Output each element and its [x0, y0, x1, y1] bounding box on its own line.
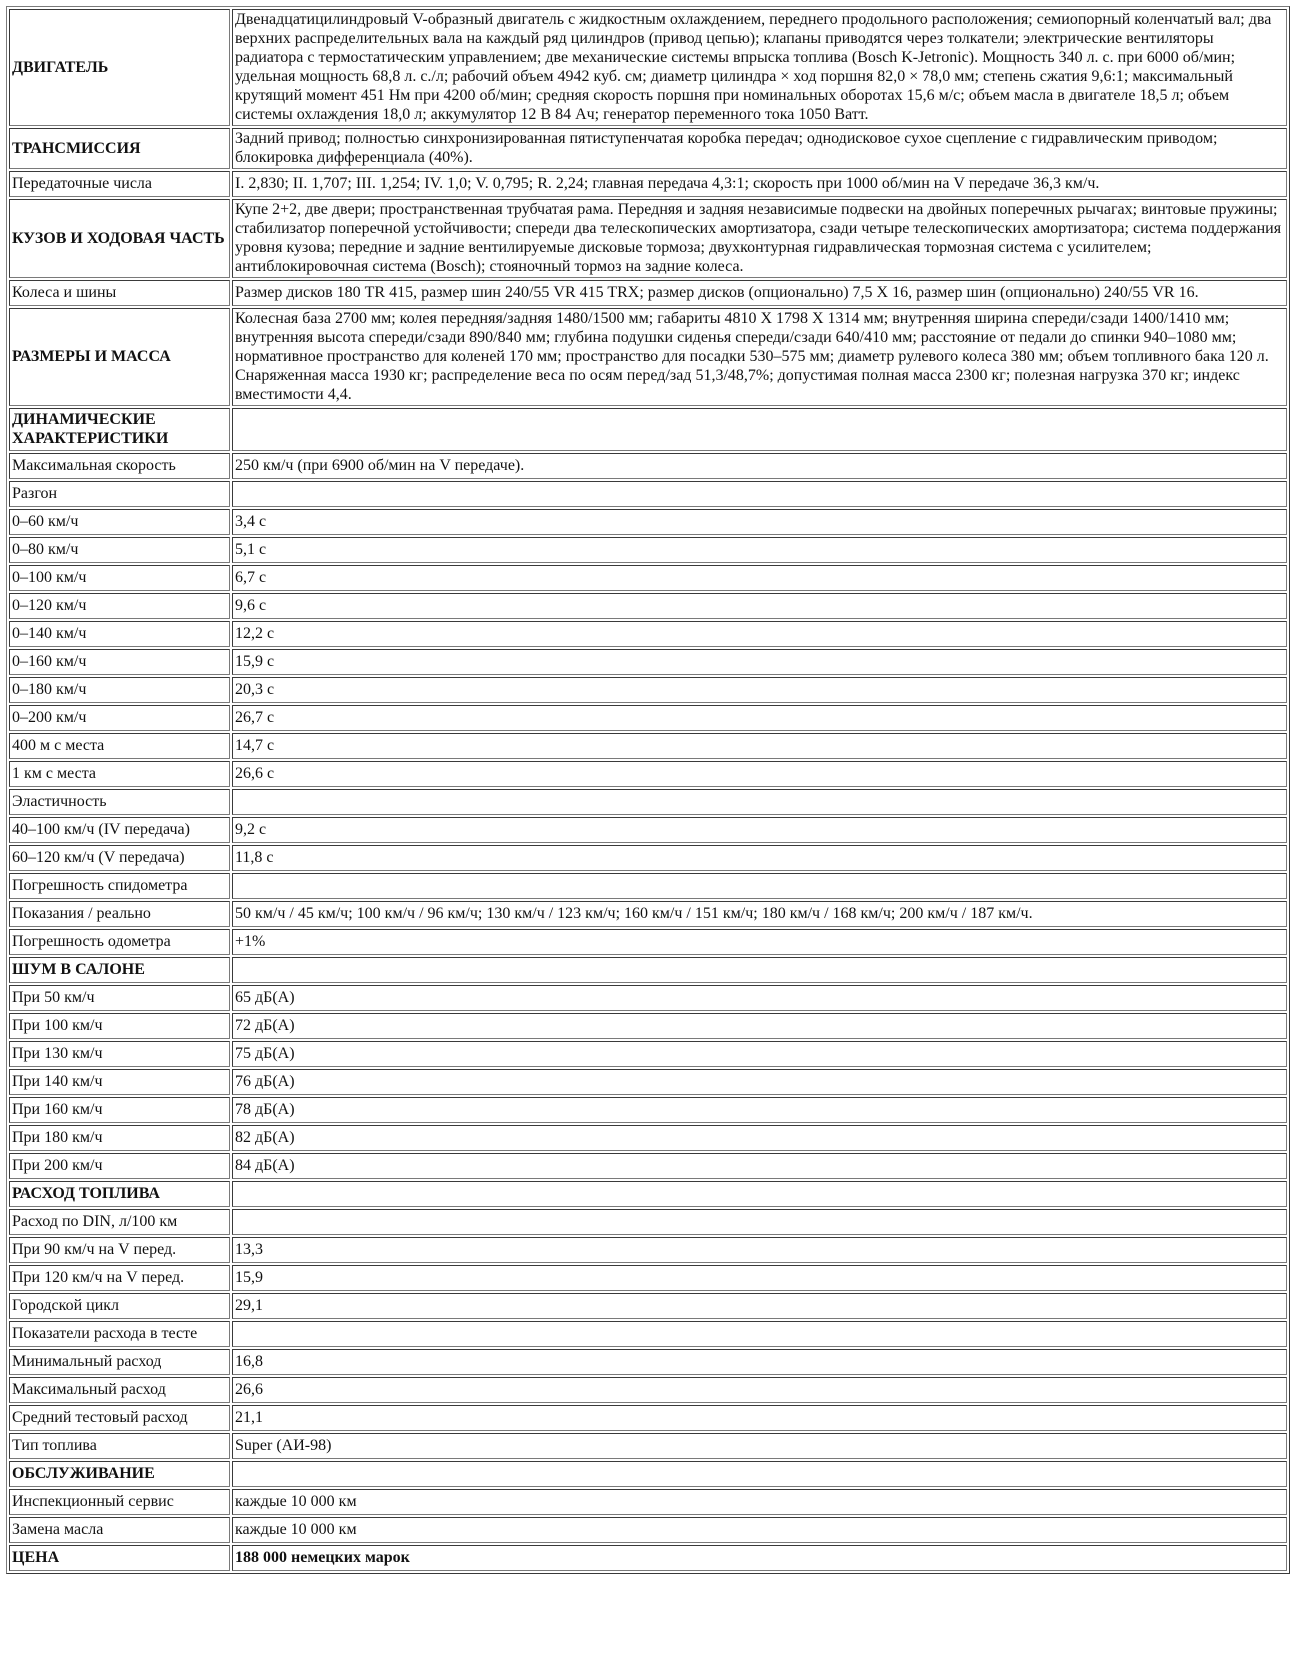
spec-label: 1 км с места — [9, 761, 230, 787]
spec-row — [9, 481, 1287, 507]
spec-row — [9, 985, 1287, 1011]
section-row — [9, 408, 1287, 451]
spec-label: Погрешность спидометра — [9, 873, 230, 899]
section-value: Двенадцатицилиндровый V-образный двигатель с жидкостным охлаждением, переднего продольного расположения; семиопорный коленчатый вал; два верхних распределительных вала на каждый ряд цилиндров (привод цепью); клапаны приводятся через толкатели; электрические вентиляторы радиатора с термостатическим управлением; две механические системы впрыска топлива (Bosch K-Jetronic). Мощность 340 л. с. при 6000 об/мин; удельная мощность 68,8 л. с./л; рабочий объем 4942 куб. см; диаметр цилиндра × ход поршня 82,0 × 78,0 мм; степень сжатия 9,6:1; максимальный крутящий момент 451 Нм при 4200 об/мин; средняя скорость поршня при номинальных оборотах 15,6 м/с; объем масла в двигателе 18,5 л; объем системы охлаждения 18,0 л; аккумулятор 12 В 84 Ач; генератор переменного тока 1050 Ватт. — [232, 9, 1287, 126]
spec-label: При 100 км/ч — [9, 1013, 230, 1039]
spec-label: Максимальный расход — [9, 1377, 230, 1403]
section-heading: ДИНАМИЧЕСКИЕ ХАРАКТЕРИСТИКИ — [9, 408, 230, 451]
spec-value: 65 дБ(А) — [232, 985, 1287, 1011]
spec-label: Минимальный расход — [9, 1349, 230, 1375]
spec-label: Средний тестовый расход — [9, 1405, 230, 1431]
spec-value: 3,4 с — [232, 509, 1287, 535]
spec-label: При 140 км/ч — [9, 1069, 230, 1095]
section-heading: ДВИГАТЕЛЬ — [9, 9, 230, 126]
spec-label: 0–180 км/ч — [9, 677, 230, 703]
spec-value — [232, 789, 1287, 815]
spec-label: Тип топлива — [9, 1433, 230, 1459]
spec-row — [9, 1237, 1287, 1263]
section-row — [9, 1545, 1287, 1571]
spec-label: Замена масла — [9, 1517, 230, 1543]
spec-row — [9, 1125, 1287, 1151]
spec-row — [9, 593, 1287, 619]
section-heading: РАСХОД ТОПЛИВА — [9, 1181, 230, 1207]
spec-value: 6,7 с — [232, 565, 1287, 591]
spec-row — [9, 649, 1287, 675]
spec-row — [9, 1433, 1287, 1459]
spec-value: 76 дБ(А) — [232, 1069, 1287, 1095]
spec-row — [9, 1321, 1287, 1347]
section-value — [232, 408, 1287, 451]
spec-label: 0–200 км/ч — [9, 705, 230, 731]
spec-value: 11,8 с — [232, 845, 1287, 871]
spec-row — [9, 1349, 1287, 1375]
spec-value: 9,2 с — [232, 817, 1287, 843]
spec-value: 12,2 с — [232, 621, 1287, 647]
section-value — [232, 957, 1287, 983]
spec-label: 0–100 км/ч — [9, 565, 230, 591]
spec-row — [9, 677, 1287, 703]
spec-row — [9, 621, 1287, 647]
spec-row — [9, 705, 1287, 731]
spec-value: 15,9 — [232, 1265, 1287, 1291]
spec-label: Расход по DIN, л/100 км — [9, 1209, 230, 1235]
spec-row — [9, 565, 1287, 591]
section-row — [9, 957, 1287, 983]
section-heading: ОБСЛУЖИВАНИЕ — [9, 1461, 230, 1487]
section-value — [232, 1181, 1287, 1207]
spec-row — [9, 453, 1287, 479]
spec-value: 5,1 с — [232, 537, 1287, 563]
spec-value: 72 дБ(А) — [232, 1013, 1287, 1039]
spec-value: 29,1 — [232, 1293, 1287, 1319]
spec-row — [9, 1377, 1287, 1403]
spec-row — [9, 537, 1287, 563]
spec-label: При 120 км/ч на V перед. — [9, 1265, 230, 1291]
spec-value — [232, 481, 1287, 507]
section-value: Колесная база 2700 мм; колея передняя/задняя 1480/1500 мм; габариты 4810 X 1798 X 1314 мм; внутренняя ширина спереди/сзади 1400/1410 мм; внутренняя высота спереди/сзади 890/840 мм; глубина подушки сиденья спереди/сзади 640/410 мм; расстояние от педали до спинки 940–1080 мм; нормативное пространство для коленей 170 мм; пространство для посадки 530–575 мм; диаметр рулевого колеса 380 мм; объем топливного бака 120 л. Снаряженная масса 1930 кг; распределение веса по осям перед/зад 51,3/48,7%; допустимая полная масса 2300 кг; полезная нагрузка 370 кг; индекс вместимости 4,4. — [232, 308, 1287, 406]
spec-row — [9, 280, 1287, 306]
spec-row — [9, 509, 1287, 535]
spec-label: При 50 км/ч — [9, 985, 230, 1011]
section-heading: РАЗМЕРЫ И МАССА — [9, 308, 230, 406]
spec-label: При 160 км/ч — [9, 1097, 230, 1123]
spec-label: 400 м с места — [9, 733, 230, 759]
section-value: 188 000 немецких марок — [232, 1545, 1287, 1571]
spec-label: Разгон — [9, 481, 230, 507]
spec-label: Показания / реально — [9, 901, 230, 927]
spec-row — [9, 1405, 1287, 1431]
spec-label: 0–140 км/ч — [9, 621, 230, 647]
spec-value: 78 дБ(А) — [232, 1097, 1287, 1123]
section-value: Задний привод; полностью синхронизированная пятиступенчатая коробка передач; однодисковое сухое сцепление с гидравлическим приводом; блокировка дифференциала (40%). — [232, 128, 1287, 169]
spec-row — [9, 1013, 1287, 1039]
spec-label: Максимальная скорость — [9, 453, 230, 479]
section-heading: КУЗОВ И ХОДОВАЯ ЧАСТЬ — [9, 199, 230, 278]
spec-value: 82 дБ(А) — [232, 1125, 1287, 1151]
section-heading: ТРАНСМИССИЯ — [9, 128, 230, 169]
spec-row — [9, 1069, 1287, 1095]
spec-row — [9, 1153, 1287, 1179]
spec-label: При 200 км/ч — [9, 1153, 230, 1179]
spec-row — [9, 1293, 1287, 1319]
section-row — [9, 128, 1287, 169]
spec-row — [9, 761, 1287, 787]
spec-label: Эластичность — [9, 789, 230, 815]
spec-row — [9, 1489, 1287, 1515]
specifications-table — [6, 6, 1290, 1574]
section-row — [9, 199, 1287, 278]
section-row — [9, 1181, 1287, 1207]
section-heading: ШУМ В САЛОНЕ — [9, 957, 230, 983]
spec-value: +1% — [232, 929, 1287, 955]
spec-row — [9, 1209, 1287, 1235]
spec-row — [9, 1097, 1287, 1123]
spec-label: 60–120 км/ч (V передача) — [9, 845, 230, 871]
spec-label: 0–120 км/ч — [9, 593, 230, 619]
spec-value: 21,1 — [232, 1405, 1287, 1431]
spec-label: Инспекционный сервис — [9, 1489, 230, 1515]
spec-label: 0–160 км/ч — [9, 649, 230, 675]
spec-value: 14,7 с — [232, 733, 1287, 759]
spec-label: При 130 км/ч — [9, 1041, 230, 1067]
section-row — [9, 9, 1287, 126]
spec-value: 75 дБ(А) — [232, 1041, 1287, 1067]
spec-value: 15,9 с — [232, 649, 1287, 675]
spec-row — [9, 789, 1287, 815]
spec-value: I. 2,830; II. 1,707; III. 1,254; IV. 1,0; V. 0,795; R. 2,24; главная передача 4,3:1; скорость при 1000 об/мин на V передаче 36,3 км/ч. — [232, 171, 1287, 197]
spec-label: При 180 км/ч — [9, 1125, 230, 1151]
spec-row — [9, 845, 1287, 871]
section-row — [9, 308, 1287, 406]
spec-value: каждые 10 000 км — [232, 1489, 1287, 1515]
spec-label: Колеса и шины — [9, 280, 230, 306]
spec-label: Городской цикл — [9, 1293, 230, 1319]
spec-row — [9, 901, 1287, 927]
spec-value: 16,8 — [232, 1349, 1287, 1375]
spec-value: 26,7 с — [232, 705, 1287, 731]
spec-row — [9, 1517, 1287, 1543]
spec-label: 0–60 км/ч — [9, 509, 230, 535]
spec-label: Показатели расхода в тесте — [9, 1321, 230, 1347]
spec-label: 0–80 км/ч — [9, 537, 230, 563]
spec-value: 26,6 — [232, 1377, 1287, 1403]
spec-value: каждые 10 000 км — [232, 1517, 1287, 1543]
spec-value: Super (АИ-98) — [232, 1433, 1287, 1459]
spec-value: Размер дисков 180 TR 415, размер шин 240/55 VR 415 TRX; размер дисков (опционально) 7,5 X 16, размер шин (опционально) 240/55 VR 16. — [232, 280, 1287, 306]
spec-row — [9, 817, 1287, 843]
spec-row — [9, 1265, 1287, 1291]
spec-row — [9, 733, 1287, 759]
spec-value: 26,6 с — [232, 761, 1287, 787]
spec-label: 40–100 км/ч (IV передача) — [9, 817, 230, 843]
section-value — [232, 1461, 1287, 1487]
spec-value: 13,3 — [232, 1237, 1287, 1263]
spec-label: Передаточные числа — [9, 171, 230, 197]
spec-row — [9, 171, 1287, 197]
section-value: Купе 2+2, две двери; пространственная трубчатая рама. Передняя и задняя независимые подвески на двойных поперечных рычагах; винтовые пружины; стабилизатор поперечной устойчивости; спереди два телескопических амортизатора, сзади четыре телескопических амортизатора; система поддержания уровня кузова; передние и задние вентилируемые дисковые тормоза; двухконтурная гидравлическая тормозная система с усилителем; антиблокировочная система (Bosch); стояночный тормоз на задние колеса. — [232, 199, 1287, 278]
spec-row — [9, 1041, 1287, 1067]
spec-row — [9, 929, 1287, 955]
spec-value: 84 дБ(А) — [232, 1153, 1287, 1179]
spec-row — [9, 873, 1287, 899]
specifications-table-body — [9, 9, 1287, 1571]
spec-value: 250 км/ч (при 6900 об/мин на V передаче). — [232, 453, 1287, 479]
spec-value: 20,3 с — [232, 677, 1287, 703]
spec-label: При 90 км/ч на V перед. — [9, 1237, 230, 1263]
spec-value — [232, 1321, 1287, 1347]
spec-value: 50 км/ч / 45 км/ч; 100 км/ч / 96 км/ч; 130 км/ч / 123 км/ч; 160 км/ч / 151 км/ч; 180 км/ч / 168 км/ч; 200 км/ч / 187 км/ч. — [232, 901, 1287, 927]
section-row — [9, 1461, 1287, 1487]
section-heading: ЦЕНА — [9, 1545, 230, 1571]
spec-value — [232, 873, 1287, 899]
spec-value — [232, 1209, 1287, 1235]
spec-label: Погрешность одометра — [9, 929, 230, 955]
spec-value: 9,6 с — [232, 593, 1287, 619]
